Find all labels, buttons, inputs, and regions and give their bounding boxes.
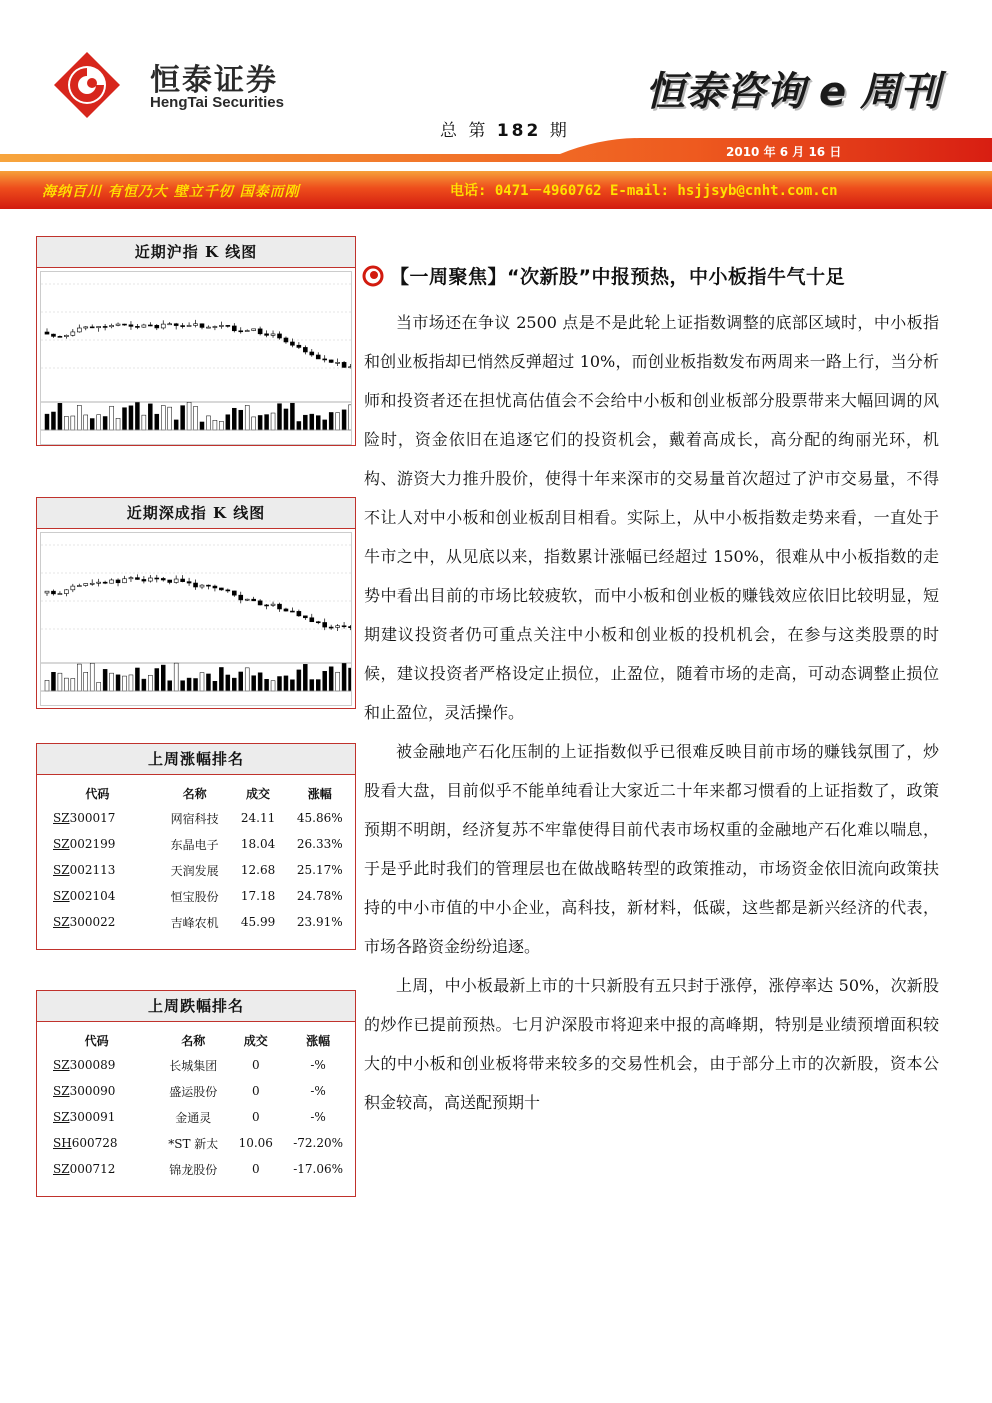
- stock-name: 东晶电子: [170, 837, 219, 852]
- candlestick: [181, 575, 185, 582]
- candlestick: [323, 355, 327, 362]
- volume-bar: [123, 408, 127, 430]
- volume-bar: [284, 676, 288, 691]
- candlestick: [316, 621, 320, 624]
- candlestick: [97, 326, 101, 331]
- candlestick: [129, 576, 133, 582]
- candlestick: [284, 337, 288, 344]
- table-row: [37, 1104, 355, 1130]
- losers-title: 上周跌幅排名: [37, 991, 355, 1022]
- candlestick: [219, 322, 223, 329]
- volume-bar: [174, 663, 178, 691]
- magazine-title: 恒泰咨询 e 周刊: [645, 69, 940, 115]
- volume-bar: [84, 415, 88, 430]
- table-row: [37, 831, 355, 857]
- candlestick: [135, 574, 139, 579]
- volume-bar: [278, 677, 282, 691]
- volume-bar: [329, 667, 333, 691]
- losers-table: [37, 1028, 355, 1182]
- candlestick: [58, 591, 62, 594]
- col-change: 涨幅: [307, 786, 332, 801]
- table-row: [37, 883, 355, 909]
- stock-change: 25.17%: [296, 863, 343, 877]
- sz-chart-title: 近期深成指 K 线图: [37, 498, 355, 529]
- col-price: 成交: [243, 1033, 268, 1048]
- stock-name: 盛运股份: [169, 1084, 218, 1099]
- company-logo: [52, 50, 122, 120]
- volume-bar: [71, 678, 75, 691]
- candlestick: [51, 590, 55, 596]
- volume-bar: [323, 671, 327, 691]
- candlestick: [342, 361, 346, 368]
- volume-bar: [123, 676, 127, 691]
- volume-bar: [297, 421, 301, 430]
- candlestick: [71, 329, 75, 336]
- gainers-box: [36, 743, 356, 950]
- gainers-title: 上周涨幅排名: [37, 744, 355, 775]
- candlestick: [303, 345, 307, 354]
- candlestick: [245, 329, 249, 331]
- candlestick: [45, 328, 49, 334]
- volume-bar: [181, 681, 185, 691]
- col-name: 名称: [181, 1033, 206, 1048]
- volume-bar: [84, 672, 88, 691]
- volume-bar: [97, 682, 101, 691]
- candlestick: [71, 584, 75, 592]
- stock-price: 18.04: [240, 837, 276, 851]
- volume-bar: [245, 405, 249, 430]
- sh-kline-image: [41, 272, 351, 442]
- volume-bar: [258, 673, 262, 691]
- volume-bar: [349, 405, 351, 430]
- volume-bar: [148, 404, 152, 430]
- volume-bar: [51, 412, 55, 430]
- volume-bar: [239, 410, 243, 430]
- issue-date: 2010 年 6 月 16 日: [726, 145, 842, 159]
- volume-bar: [116, 418, 120, 430]
- volume-bar: [213, 420, 217, 430]
- volume-bar: [245, 668, 249, 691]
- volume-bar: [135, 403, 139, 430]
- candlestick: [252, 329, 256, 331]
- candlestick: [135, 324, 139, 329]
- candlestick: [110, 324, 114, 329]
- candlestick: [323, 619, 327, 631]
- candlestick: [129, 321, 133, 330]
- volume-bar: [310, 414, 314, 430]
- col-change: 涨幅: [306, 1033, 331, 1048]
- volume-bar: [200, 422, 204, 430]
- table-row: [37, 1130, 355, 1156]
- volume-bar: [232, 678, 236, 691]
- col-code: 代码: [84, 1033, 109, 1048]
- issue-number: 总 第 182 期: [440, 121, 570, 141]
- candlestick: [297, 342, 301, 349]
- candlestick: [239, 327, 243, 333]
- volume-bar: [278, 404, 282, 430]
- candlestick: [265, 330, 269, 337]
- candlestick: [123, 576, 127, 583]
- date-strip: [0, 138, 992, 162]
- col-price: 成交: [246, 786, 271, 801]
- volume-bar: [187, 678, 191, 691]
- stock-name: 长城集团: [169, 1058, 218, 1073]
- candlestick: [258, 599, 262, 605]
- volume-bar: [336, 672, 340, 691]
- table-row: [37, 1052, 355, 1078]
- volume-bar: [161, 665, 165, 691]
- volume-bar: [232, 408, 236, 430]
- article-bullet-icon: [362, 265, 384, 287]
- volume-bar: [155, 669, 159, 691]
- candlestick: [310, 614, 314, 622]
- stock-change: -%: [310, 1084, 326, 1098]
- stock-price: 45.99: [240, 915, 276, 929]
- volume-bar: [103, 669, 107, 691]
- stock-name: 网宿科技: [170, 811, 219, 826]
- volume-bar: [168, 681, 172, 691]
- volume-bar: [219, 667, 223, 691]
- stock-name: 恒宝股份: [170, 889, 219, 904]
- brand-name-en: HengTai Securities: [150, 94, 284, 111]
- volume-bar: [265, 415, 269, 430]
- stock-code: SZ002113: [53, 863, 116, 877]
- candlestick: [161, 320, 165, 329]
- sz-index-chart-box: [36, 497, 356, 709]
- volume-bar: [155, 414, 159, 430]
- candlestick: [181, 323, 185, 329]
- gainers-table: [37, 781, 355, 935]
- candlestick: [116, 578, 120, 586]
- volume-bar: [342, 410, 346, 430]
- volume-bar: [310, 680, 314, 691]
- sz-kline-chart: [40, 532, 352, 706]
- volume-bar: [174, 420, 178, 430]
- stock-code: SZ300022: [53, 915, 116, 929]
- candlestick: [239, 592, 243, 604]
- table-row: [37, 1078, 355, 1104]
- candlestick: [297, 610, 301, 617]
- stock-change: 23.91%: [296, 915, 343, 929]
- volume-bar: [252, 417, 256, 430]
- candlestick: [213, 585, 217, 592]
- candlestick: [142, 324, 146, 328]
- candlestick: [161, 577, 165, 582]
- candlestick: [148, 322, 152, 326]
- volume-bar: [142, 415, 146, 430]
- volume-bar: [97, 415, 101, 430]
- volume-bar: [303, 664, 307, 691]
- volume-bar: [194, 678, 198, 691]
- candlestick: [155, 324, 159, 330]
- candlestick: [64, 335, 68, 339]
- stock-price: 17.18: [240, 889, 276, 903]
- stock-change: 45.86%: [296, 811, 343, 825]
- volume-bar: [64, 416, 68, 430]
- candlestick: [278, 603, 282, 612]
- volume-bar: [142, 679, 146, 691]
- candlestick: [200, 323, 204, 329]
- table-row: [37, 857, 355, 883]
- losers-box: [36, 990, 356, 1197]
- sh-index-chart-box: [36, 236, 356, 446]
- stock-code: SZ002199: [53, 837, 116, 851]
- candlestick: [271, 331, 275, 338]
- candlestick: [303, 616, 307, 620]
- volume-bar: [110, 673, 114, 691]
- stock-price: 24.11: [240, 811, 276, 825]
- candlestick: [103, 581, 107, 584]
- candlestick: [142, 576, 146, 583]
- logo-icon: [52, 50, 122, 120]
- volume-bar: [316, 680, 320, 691]
- volume-bar: [336, 413, 340, 430]
- stock-price: 10.06: [238, 1136, 273, 1150]
- article-paragraph: 上周，中小板最新上市的十只新股有五只封于涨停，涨停率达 50%，次新股的炒作已提前预热。七月沪深股市将迎来中报的高峰期，特别是业绩预增面积较大的中小板和创业板将带来较多的交易性机会，由于部分上市的次新股，资本公积金较高，高送配预期十: [364, 976, 939, 1112]
- stock-code: SH600728: [53, 1136, 118, 1150]
- volume-bar: [297, 670, 301, 691]
- volume-bar: [168, 407, 172, 430]
- volume-bar: [51, 672, 55, 691]
- candlestick: [336, 358, 340, 366]
- stock-change: -%: [310, 1058, 326, 1072]
- candlestick: [148, 575, 152, 583]
- stock-price: 0: [251, 1084, 260, 1098]
- stock-price: 0: [251, 1058, 260, 1072]
- candlestick: [329, 359, 333, 363]
- volume-bar: [58, 673, 62, 691]
- candlestick: [200, 584, 204, 589]
- candlestick: [316, 352, 320, 359]
- stock-change: 26.33%: [296, 837, 343, 851]
- volume-bar: [252, 676, 256, 691]
- volume-bar: [206, 416, 210, 430]
- candlestick: [290, 608, 294, 613]
- volume-bar: [58, 403, 62, 430]
- stock-name: *ST 新太: [168, 1136, 219, 1151]
- stock-code: SZ300017: [53, 811, 116, 825]
- candlestick: [168, 580, 172, 584]
- volume-bar: [129, 406, 133, 430]
- col-code: 代码: [85, 786, 110, 801]
- stock-code: SZ002104: [53, 889, 116, 903]
- candlestick: [232, 591, 236, 597]
- volume-bar: [129, 675, 133, 691]
- candlestick: [336, 624, 340, 631]
- volume-bar: [45, 414, 49, 430]
- volume-bar: [90, 663, 94, 691]
- candlestick: [84, 583, 88, 586]
- article-paragraph: 当市场还在争议 2500 点是不是此轮上证指数调整的底部区域时，中小板指和创业板指却已悄然反弹超过 10%，而创业板指数发布两周来一路上行，当分析师和投资者还在担忧高估值会不会给中小板和创业板部分股票带来大幅回调的风险时，资金依旧在追逐它们的投资机会，戴着高成长，高分配的绚丽光环，机构、游资大力推升股价，使得十年来深市的交易量首次超过了沪市交易量，不得不让人对中小板和创业板刮目相看。实际上，从中小板指数走势来看，一直处于牛市之中，从见底以来，指数累计涨幅已经超过 150%，很难从中小板指数的走势中看出目前的市场比较疲软，而中小板和创业板的赚钱效应依旧比较明显，短期建议投资者仍可重点关注中小板和创业板的投机机会，在参与这类股票的时候，建议投资者严格设定止损位，止盈位，随着市场的走高，可动态调整止损位和止盈位，灵活操作。: [364, 313, 939, 722]
- stock-price: 0: [251, 1110, 260, 1124]
- candlestick: [90, 579, 94, 586]
- sh-chart-title: 近期沪指 K 线图: [37, 237, 355, 268]
- candlestick: [278, 331, 282, 339]
- table-row: [37, 909, 355, 935]
- article-header: [362, 258, 940, 292]
- candlestick: [110, 578, 114, 583]
- col-name: 名称: [182, 786, 207, 801]
- stock-change: 24.78%: [296, 889, 343, 903]
- candlestick: [77, 325, 81, 333]
- volume-bar: [110, 406, 114, 430]
- volume-bar: [342, 663, 346, 691]
- candlestick: [206, 325, 210, 328]
- candlestick: [155, 575, 159, 583]
- table-row: [37, 1156, 355, 1182]
- volume-bar: [303, 415, 307, 430]
- candlestick: [219, 588, 223, 591]
- candlestick: [194, 320, 198, 328]
- candlestick: [174, 575, 178, 583]
- candlestick: [232, 323, 236, 332]
- candlestick: [58, 335, 62, 337]
- volume-bar: [271, 413, 275, 430]
- volume-bar: [64, 678, 68, 691]
- candlestick: [213, 326, 217, 331]
- candlestick: [64, 589, 68, 596]
- volume-bar: [271, 681, 275, 691]
- volume-bar: [213, 681, 217, 691]
- volume-bar: [200, 673, 204, 691]
- candlestick: [284, 608, 288, 612]
- candlestick: [226, 589, 230, 593]
- volume-bar: [181, 406, 185, 430]
- candlestick: [226, 325, 230, 328]
- candlestick: [174, 323, 178, 330]
- stock-code: SZ300090: [53, 1084, 116, 1098]
- contact-info: 电话: 0471－4960762 E-mail: hsjjsyb@cnht.com.cn: [450, 183, 838, 199]
- candlestick: [194, 580, 198, 590]
- table-row: [37, 805, 355, 831]
- volume-bar: [219, 421, 223, 430]
- volume-bar: [135, 668, 139, 691]
- company-motto: 海纳百川 有恒乃大 壁立千仞 国泰而刚: [42, 184, 300, 200]
- volume-bar: [187, 402, 191, 430]
- brand-name-cn: 恒泰证券: [150, 63, 278, 98]
- volume-bar: [148, 675, 152, 691]
- stock-price: 12.68: [240, 863, 276, 877]
- stock-change: -17.06%: [293, 1162, 343, 1176]
- volume-bar: [71, 416, 75, 430]
- volume-bar: [349, 668, 351, 691]
- volume-bar: [316, 416, 320, 430]
- candlestick: [123, 324, 127, 326]
- volume-bar: [77, 664, 81, 691]
- stock-price: 0: [251, 1162, 260, 1176]
- volume-bar: [226, 675, 230, 691]
- volume-bar: [290, 680, 294, 691]
- volume-bar: [258, 415, 262, 430]
- candlestick: [168, 322, 172, 325]
- volume-bar: [103, 417, 107, 430]
- volume-bar: [194, 406, 198, 430]
- volume-bar: [90, 419, 94, 430]
- stock-change: -%: [310, 1110, 326, 1124]
- stock-code: SZ300089: [53, 1058, 116, 1072]
- article-paragraph: 被金融地产石化压制的上证指数似乎已很难反映目前市场的赚钱氛围了，炒股看大盘，目前似乎不能单纯看让大家近二十年来都习惯看的上证指数了，政策预期不明朗，经济复苏不牢靠使得目前代表市场权重的金融地产石化难以喘息，于是乎此时我们的管理层也在做战略转型的政策推动，市场资金依旧流向政策扶持的中小市值的中小企业，高科技，新材料，低碳，这些都是新兴经济的代表，市场各路资金纷纷追逐。: [364, 742, 939, 956]
- candlestick: [265, 604, 269, 609]
- candlestick: [258, 327, 262, 336]
- stock-name: 金通灵: [175, 1110, 212, 1125]
- candlestick: [206, 584, 210, 589]
- volume-bar: [265, 679, 269, 691]
- candlestick: [84, 326, 88, 330]
- volume-bar: [161, 406, 165, 430]
- candlestick: [90, 324, 94, 328]
- candlestick: [187, 322, 191, 326]
- sh-kline-chart: [40, 271, 352, 445]
- volume-bar: [45, 680, 49, 691]
- volume-bar: [77, 405, 81, 430]
- volume-bar: [116, 675, 120, 691]
- candlestick: [116, 323, 120, 327]
- candlestick: [77, 584, 81, 587]
- stock-code: SZ000712: [53, 1162, 116, 1176]
- volume-bar: [290, 403, 294, 430]
- sz-kline-image: [41, 533, 351, 705]
- volume-bar: [206, 674, 210, 691]
- candlestick: [252, 597, 256, 601]
- volume-bar: [323, 420, 327, 430]
- candlestick: [51, 334, 55, 338]
- stock-code: SZ300091: [53, 1110, 116, 1124]
- candlestick: [103, 324, 107, 330]
- candlestick: [349, 364, 351, 368]
- volume-bar: [284, 409, 288, 430]
- volume-bar: [239, 672, 243, 691]
- stock-name: 吉峰农机: [170, 915, 219, 930]
- article-body: [364, 303, 939, 1122]
- stock-change: -72.20%: [293, 1136, 343, 1150]
- candlestick: [187, 578, 191, 586]
- volume-bar: [226, 415, 230, 430]
- article-title: 【一周聚焦】“次新股”中报预热，中小板指牛气十足: [390, 266, 845, 288]
- candlestick: [342, 622, 346, 629]
- stock-name: 锦龙股份: [169, 1162, 218, 1177]
- candlestick: [349, 625, 351, 630]
- volume-bar: [329, 412, 333, 430]
- candlestick: [310, 349, 314, 357]
- stock-name: 天润发展: [170, 863, 219, 878]
- candlestick: [45, 591, 49, 596]
- candlestick: [271, 602, 275, 607]
- candlestick: [97, 579, 101, 587]
